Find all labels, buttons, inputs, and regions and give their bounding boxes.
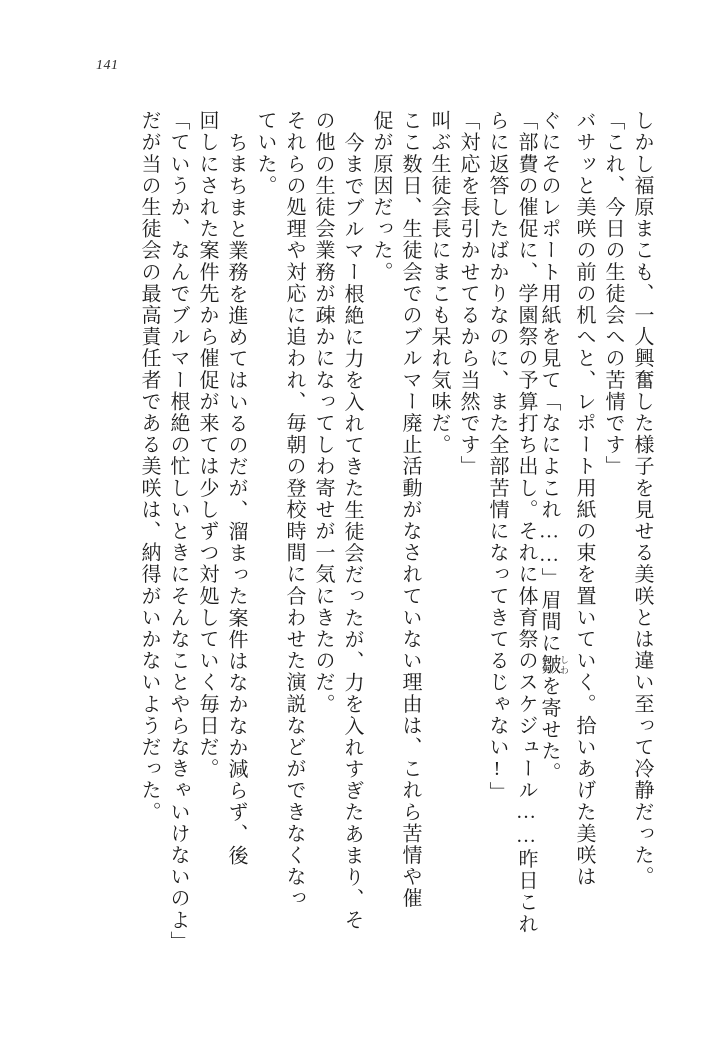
text-line: しかし福原まこも、一人興奮した様子を見せる美咲とは違い至って冷静だった。: [631, 110, 653, 888]
text-line: 叫ぶ生徒会長にまこも呆れ気味だ。: [428, 110, 450, 456]
text-line: 「これ、今日の生徒会への苦情です」: [602, 110, 624, 478]
text-line: の他の生徒会業務が疎かになってしわ寄せが一気にきたのだ。: [312, 110, 334, 715]
text-line: らに返答したばかりなのに、また全部苦情になってきてるじゃない!」: [486, 110, 508, 804]
text-line: ちまちまと業務を進めてはいるのだが、溜まった案件はなかなか減らず、後: [225, 132, 247, 867]
text-line: だが当の生徒会の最高責任者である美咲は、納得がいかないようだった。: [138, 110, 160, 823]
text-line: 今までブルマー根絶に力を入れてきた生徒会だったが、力を入れすぎたあまり、そ: [341, 132, 363, 932]
text-line: 促が原因だった。: [370, 110, 392, 283]
text-line: ぐにそのレポート用紙を見て「なによこれ……」眉間に皺 しわを寄せた。: [538, 110, 569, 784]
text-line: それらの処理や対応に追われ、毎朝の登校時間に合わせた演説などができなくなっ: [283, 110, 305, 910]
text-line: 「部費の催促に、学園祭の予算打ち出し。それに体育祭のスケジュール……昨日これ: [515, 110, 537, 935]
text-line: 回しにされた案件先から催促が来ては少しずつ対処していく毎日だ。: [196, 110, 218, 780]
text-line: 「対応を長引かせてるから当然です」: [457, 110, 479, 478]
page-number: 141: [96, 58, 119, 73]
text-line: 「ていうか、なんでブルマー根絶の忙しいときにそんなことやらなきゃいけないのよ」: [167, 110, 189, 953]
vertical-text-block: [56, 110, 656, 1000]
text-line: ていた。: [254, 110, 276, 197]
text-line: バサッと美咲の前の机へと、レポート用紙の束を置いていく。拾いあげた美咲は: [573, 110, 595, 888]
text-line: ここ数日、生徒会でのブルマー廃止活動がなされていない理由は、これら苦情や催: [399, 110, 421, 910]
